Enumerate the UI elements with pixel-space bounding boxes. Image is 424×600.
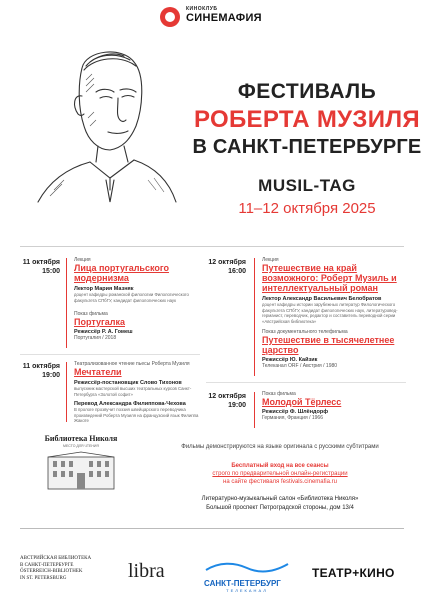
event4-meta: Германия, Франция / 1966 [262,415,323,421]
event3-film-title: Путешествие в тысячелетнее царство [262,335,395,355]
event3-film-kind: Показ документального телефильма [262,329,348,335]
event1-film-kind: Показ фильма [74,311,108,317]
event2-prologue: В прологе прозвучит поэзия швейцарского переводчика произведений Роберта Музиля на французский язык Филиппа Жакоте [74,407,199,423]
venue-line2: Большой проспект Петроградской стороны, дом 13/4 [206,505,354,511]
event3-desc: доцент кафедры истории зарубежных литератур Филологического факультета СПбГУ, кандидат филологических наук, литературовед-германист, переводчик, редактор и составитель переводной серии «Австрийская библиотека» [262,302,398,324]
austrian-library-line4: IN ST. PETERSBURG [20,575,67,581]
austrian-library-line3: ÖSTERREICH-BIBLIOTHEK [20,569,83,574]
austrian-library-line2: В САНКТ-ПЕТЕРБУРГЕ [20,562,74,568]
event3-datetime [206,258,246,276]
event1-title: Лица португальского модернизма [74,263,169,283]
spb-tv-sub: ТЕЛЕКАНАЛ [226,588,268,593]
austrian-library-line1: АВСТРИЙСКАЯ БИБЛИОТЕКА [20,556,92,561]
library-name: Библиотека Николя [44,434,118,443]
event1-desc: доцент кафедры романской филологии Филологического факультета СПбГУ, кандидат филологических наук [74,292,189,303]
event4-time: 19:00 [228,402,246,409]
libra-logo: libra [128,560,165,582]
event1-block [74,257,196,341]
cinemafia-logo-icon [160,7,180,27]
subtitles-note: Фильмы демонстрируются на языке оригинала с русскими субтитрами [181,444,379,450]
left-divider [20,354,200,355]
title-line2: РОБЕРТА МУЗИЛЯ [194,106,420,133]
event1-line [66,258,67,348]
event2-time: 19:00 [42,372,60,379]
event4-line [254,392,255,428]
event3-kind: Лекция [262,257,279,263]
event3-block [262,257,408,369]
free-entry-line1: Бесплатный вход на все сеансы [231,463,329,469]
event3-film-director: Режиссёр Ю. Кайзик [262,357,318,363]
logo-small-text: КИНОКЛУБ [186,6,218,12]
event2-desc: выпускник мастерской высших театральных курсов Санкт-Петербурга «Золотой софит» [74,386,192,397]
austrian-library-logo [20,556,120,582]
event4-director: Режиссёр Ф. Шлёндорф [262,409,329,415]
event3-film-meta: Телеканал ORF / Австрия / 1980 [262,363,338,369]
event2-date: 11 октября [22,363,60,370]
event2-kind: Театрализованное чтение пьесы Роберта Музиля [74,361,190,367]
title-line3: В САНКТ-ПЕТЕРБУРГЕ [192,136,422,158]
theatre-kino-logo: ТЕАТР+КИНО [312,566,395,580]
event3-date: 12 октября [208,259,246,266]
program-divider [20,246,404,247]
event1-lecturer: Лектор Мария Мазняк [74,286,134,292]
event2-title: Мечтатели [74,367,122,377]
library-building-icon [46,451,116,491]
spb-tv-logo [204,560,294,593]
free-entry-line3[interactable]: на сайте фестиваля festivals.cinemafia.ru [223,479,337,485]
event2-block [74,361,200,424]
event2-translation: Перевод Александра Филиппова-Чехова [74,401,186,407]
event3-line [254,258,255,376]
spb-tv-name: САНКТ-ПЕТЕРБУРГ [204,579,281,588]
cinemafia-logo [160,6,270,32]
event4-datetime [206,392,246,410]
event2-line [66,362,67,422]
event1-film-director: Режиссёр Р. А. Гомеш [74,329,133,335]
free-entry-line2: строго по предварительной онлайн-регистрации [212,471,348,477]
musil-portrait [24,40,184,205]
event4-date: 12 октября [208,393,246,400]
event1-film-title: Португалка [74,317,125,327]
event4-kind: Показ фильма [262,391,296,397]
event2-datetime [20,362,60,380]
venue-line1: Литературно-музыкальный салон «Библиотека Николя» [201,496,359,502]
spb-wave-icon [204,560,290,574]
event1-film-meta: Португалия / 2018 [74,335,117,341]
event1-date: 11 октября [22,259,60,266]
festival-dates: 11–12 октября 2025 [238,200,376,217]
logo-big-text: СИНЕМАФИЯ [186,12,262,24]
right-divider [206,382,406,383]
event4-block [262,391,408,421]
title-tag: MUSIL-TAG [258,176,356,195]
event4-title: Молодой Тёрлесс [262,397,342,407]
library-tag: МЕСТО ДЛЯ ЧТЕНИЯ [63,444,99,448]
event3-time: 16:00 [228,268,246,275]
event3-title: Путешествие на край возможного: Роберт Музиль и интеллектуальный роман [262,263,397,293]
event2-lecturer: Режиссёр-постановщик Слово Тихонов [74,380,182,386]
event1-time: 15:00 [42,268,60,275]
event1-kind: Лекция [74,257,91,263]
event3-lecturer: Лектор Александр Васильевич Белобратов [262,296,382,302]
event1-datetime [20,258,60,276]
footer-divider [20,528,404,529]
library-logo [26,434,136,496]
title-line1: ФЕСТИВАЛЬ [237,80,377,103]
